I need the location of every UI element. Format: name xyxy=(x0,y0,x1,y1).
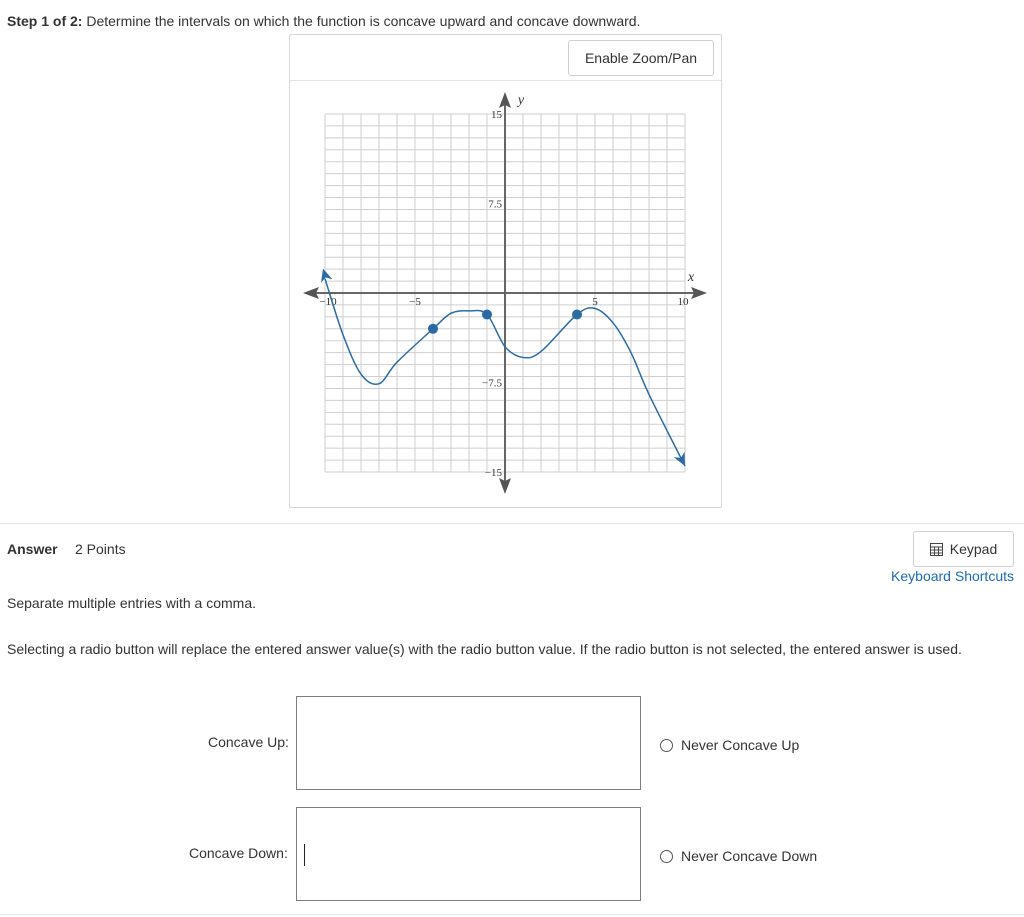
concave-down-input[interactable] xyxy=(296,807,641,901)
y-tick-label: 7.5 xyxy=(488,198,502,211)
concave-down-label: Concave Down: xyxy=(189,845,288,861)
graph-axes xyxy=(303,92,707,494)
function-graph[interactable] xyxy=(290,35,723,509)
x-tick-label: −5 xyxy=(409,296,421,308)
entry-instructions: Separate multiple entries with a comma. xyxy=(7,595,256,611)
keyboard-shortcuts-link[interactable]: Keyboard Shortcuts xyxy=(891,568,1014,584)
points-label: 2 Points xyxy=(75,541,126,557)
never-concave-down-radio[interactable] xyxy=(660,848,817,864)
enable-zoom-pan-button[interactable]: Enable Zoom/Pan xyxy=(568,40,714,76)
inflection-point xyxy=(482,309,492,319)
keypad-icon xyxy=(930,543,943,556)
keypad-label: Keypad xyxy=(949,541,998,557)
x-axis-label: x xyxy=(687,270,695,285)
never-concave-up-radio[interactable] xyxy=(660,737,799,753)
x-tick-label: −10 xyxy=(319,296,337,308)
never-concave-up-label: Never Concave Up xyxy=(681,737,800,753)
graph-panel xyxy=(289,34,722,508)
y-tick-label: −15 xyxy=(484,467,502,479)
section-divider xyxy=(0,523,1024,524)
x-tick-label: 10 xyxy=(677,296,689,308)
y-axis-label: y xyxy=(517,93,525,108)
x-tick-label: 5 xyxy=(592,296,598,308)
step-title xyxy=(7,13,640,29)
concave-up-input[interactable] xyxy=(296,696,641,790)
step-text: Determine the intervals on which the function is concave upward and concave downward. xyxy=(82,13,641,29)
answer-label: Answer xyxy=(7,541,58,557)
never-concave-down-label: Never Concave Down xyxy=(681,848,818,864)
radio-note: Selecting a radio button will replace the entered answer value(s) with the radio button value. If the radio button is not selected, the entered answer is used. xyxy=(7,641,962,657)
inflection-point xyxy=(572,309,582,319)
radio-circle[interactable] xyxy=(660,850,673,863)
keypad-button[interactable] xyxy=(913,531,1014,567)
step-prefix: Step 1 of 2: xyxy=(7,13,83,29)
concave-up-label: Concave Up: xyxy=(208,734,289,750)
inflection-point xyxy=(428,324,438,334)
bottom-divider xyxy=(0,914,1024,915)
y-tick-label: −7.5 xyxy=(482,377,502,390)
radio-circle[interactable] xyxy=(660,739,673,752)
y-tick-label: 15 xyxy=(491,109,502,121)
